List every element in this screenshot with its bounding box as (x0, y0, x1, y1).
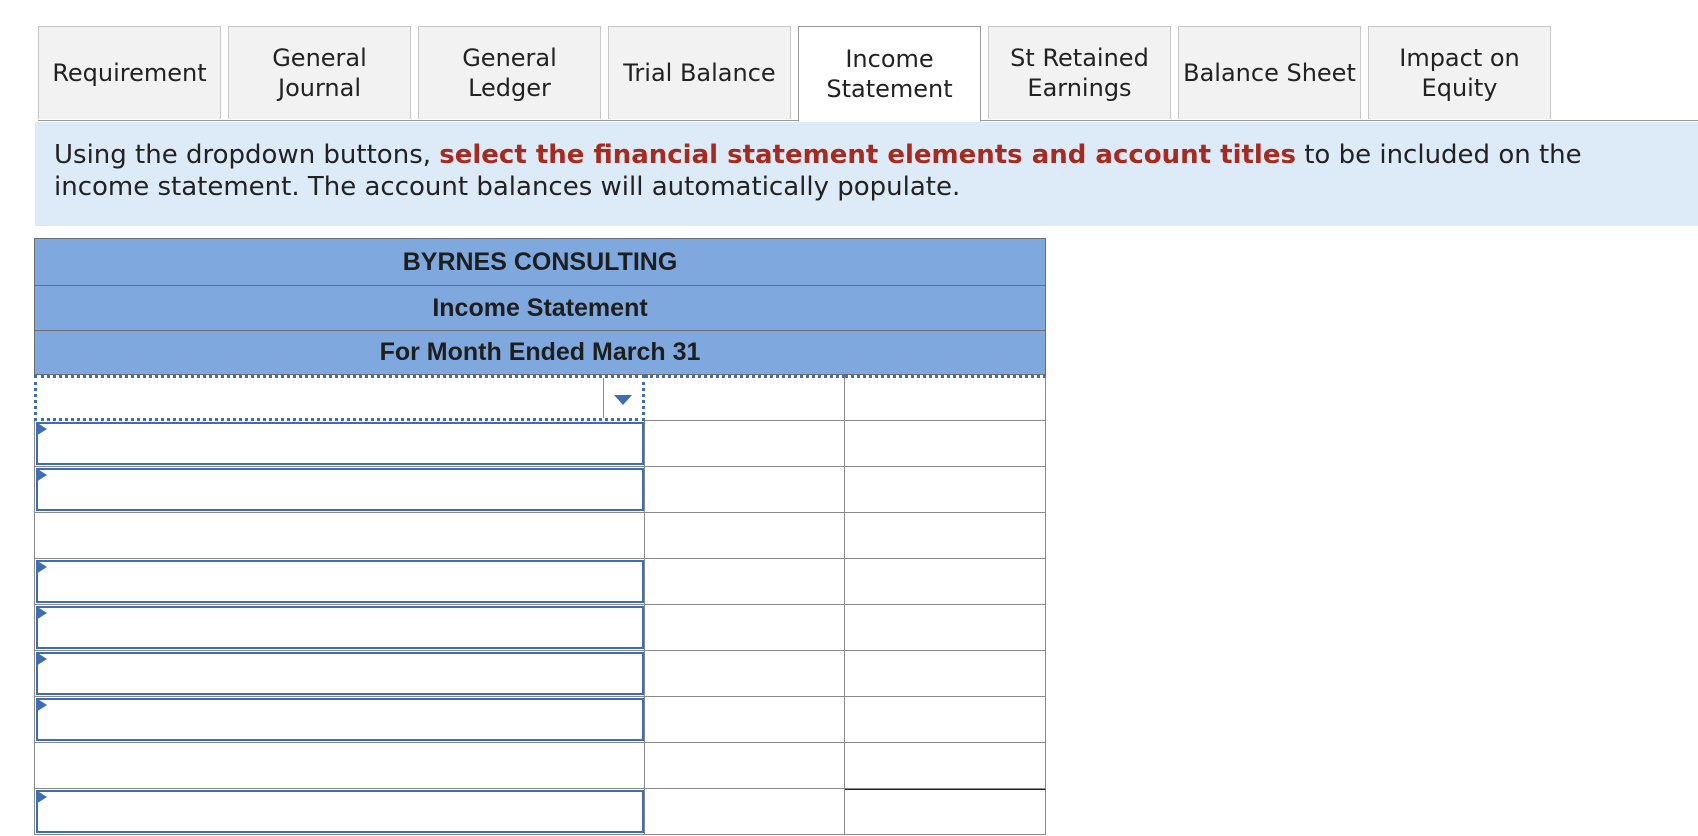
account-select[interactable] (36, 560, 644, 603)
net-total-cell (845, 789, 1046, 835)
total-cell (845, 513, 1046, 559)
instruction-highlight: select the financial statement elements and account titles (439, 140, 1296, 170)
table-row (34, 789, 1046, 835)
amount-cell (645, 375, 845, 421)
label-cell (34, 743, 645, 789)
table-row (34, 513, 1046, 559)
row-marker-icon (36, 790, 47, 804)
total-cell (845, 651, 1046, 697)
table-row (34, 421, 1046, 467)
company-name: BYRNES CONSULTING (34, 238, 1046, 285)
tab-general-journal[interactable]: General Journal (228, 26, 411, 119)
tab-general-ledger[interactable]: General Ledger (418, 26, 601, 119)
tab-balance-sheet[interactable]: Balance Sheet (1178, 26, 1361, 119)
tab-income-statement[interactable]: Income Statement (798, 26, 981, 122)
amount-cell (645, 421, 845, 467)
row-marker-icon (36, 698, 47, 712)
amount-cell (645, 467, 845, 513)
total-cell (845, 605, 1046, 651)
table-row (34, 605, 1046, 651)
amount-cell (645, 743, 845, 789)
total-cell (845, 743, 1046, 789)
row-marker-icon (36, 560, 47, 574)
tab-st-retained-earnings[interactable]: St Retained Earnings (988, 26, 1171, 119)
row-marker-icon (36, 652, 47, 666)
account-select[interactable] (34, 375, 645, 421)
total-cell (845, 467, 1046, 513)
amount-cell (645, 697, 845, 743)
account-select[interactable] (36, 698, 644, 741)
table-row (34, 697, 1046, 743)
total-cell (845, 375, 1046, 421)
amount-cell (645, 651, 845, 697)
total-cell (845, 697, 1046, 743)
table-row (34, 559, 1046, 605)
account-select[interactable] (36, 422, 644, 465)
tab-impact-on-equity[interactable]: Impact on Equity (1368, 26, 1551, 119)
amount-cell (645, 513, 845, 559)
table-row (34, 743, 1046, 789)
statement-rows (34, 374, 1046, 835)
amount-cell (645, 605, 845, 651)
instruction-text: Using the dropdown buttons, (54, 140, 440, 170)
table-row (34, 375, 1046, 421)
statement-period: For Month Ended March 31 (34, 330, 1046, 374)
account-select[interactable] (36, 606, 644, 649)
row-marker-icon (36, 606, 47, 620)
row-marker-icon (36, 422, 47, 436)
row-marker-icon (36, 468, 47, 482)
account-select[interactable] (36, 790, 644, 833)
total-cell (845, 559, 1046, 605)
table-row (34, 651, 1046, 697)
table-row (34, 467, 1046, 513)
tab-trial-balance[interactable]: Trial Balance (608, 26, 791, 119)
label-cell (34, 513, 645, 559)
tab-bar (38, 26, 1698, 121)
statement-title: Income Statement (34, 285, 1046, 330)
amount-cell (645, 559, 845, 605)
instruction-text-end: to be included on the income statement. The account balances will automatically populate. (54, 140, 1582, 202)
account-select[interactable] (36, 652, 644, 695)
chevron-down-icon[interactable] (614, 395, 632, 405)
instruction-banner (35, 122, 1698, 226)
amount-cell (645, 789, 845, 835)
tab-requirement[interactable]: Requirement (38, 26, 221, 119)
account-select[interactable] (36, 468, 644, 511)
total-cell (845, 421, 1046, 467)
income-statement-table (34, 238, 1046, 835)
